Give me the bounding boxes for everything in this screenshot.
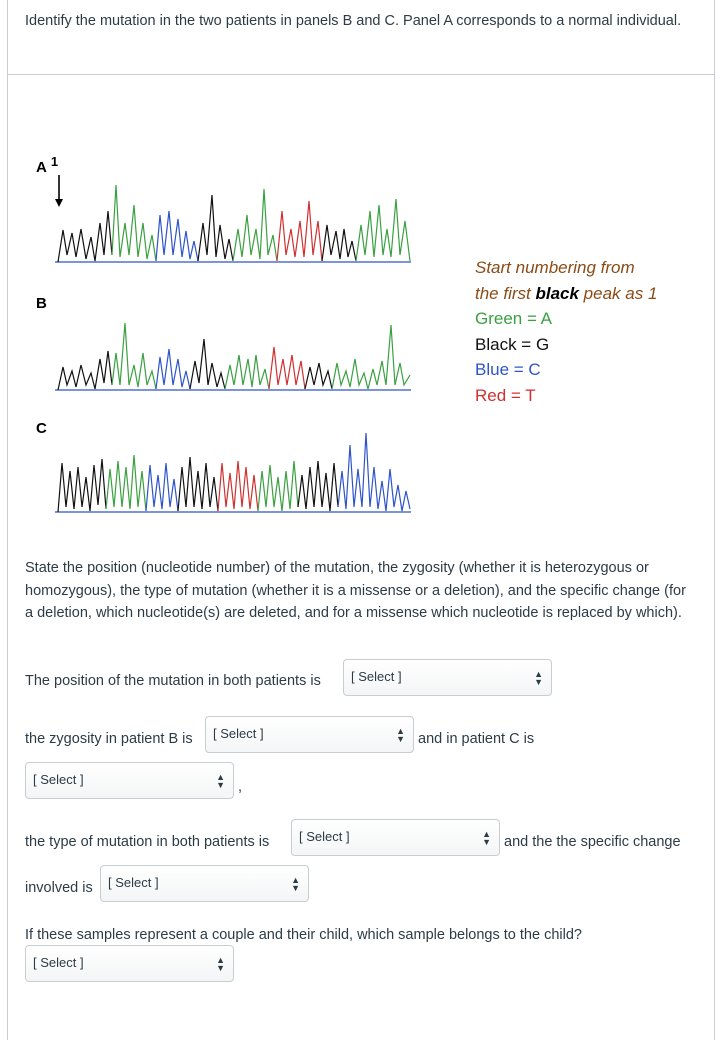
child-question: If these samples represent a couple and their child, which sample belongs to the child? (25, 927, 582, 943)
instructions-text: State the position (nucleotide number) of the mutation, the zygosity (whether it is heterozygous or homozygous), the type of mutation (whether it is a missense or a deletion), and the specific change (for a deletion, which nucleotide(s) are deleted, and for a missense which nucleotide is replaced by which). (25, 560, 686, 621)
change-select[interactable]: [ Select ] ▲ ▼ (100, 865, 309, 902)
position-select[interactable]: [ Select ] ▲ ▼ (343, 659, 552, 696)
panel-b-trace (55, 323, 411, 390)
select-arrows-icon: ▲ ▼ (216, 955, 225, 973)
select-arrows-icon: ▲ ▼ (482, 829, 491, 847)
legend-line-2: the first black peak as 1 (475, 283, 658, 303)
select-arrows-icon: ▲ ▼ (534, 669, 543, 687)
comma: , (238, 779, 243, 795)
legend-red: Red = T (475, 385, 536, 405)
first-peak-arrow-icon (55, 175, 63, 207)
zygosity-b-label: the zygosity in patient B is (25, 731, 193, 747)
select-arrows-icon: ▲ ▼ (216, 772, 225, 790)
position-label: The position of the mutation in both patients is (25, 673, 321, 689)
zygosity-c-select[interactable]: [ Select ] ▲ ▼ (25, 762, 234, 799)
select-arrows-icon: ▲ ▼ (291, 875, 300, 893)
change-label-b: involved is (25, 880, 93, 896)
child-select[interactable]: [ Select ] ▲ ▼ (25, 945, 234, 982)
panel-c-label: C (36, 420, 47, 437)
chromatogram-figure (28, 145, 688, 525)
zygosity-c-label: and in patient C is (418, 731, 535, 747)
change-label-a: and the the specific change (504, 834, 681, 850)
select-arrows-icon: ▲ ▼ (396, 726, 405, 744)
type-label: the type of mutation in both patients is (25, 834, 270, 850)
panel-a-trace (55, 185, 411, 262)
panel-c-trace (55, 433, 411, 512)
question-prompt: Identify the mutation in the two patients in panels B and C. Panel A corresponds to a normal individual. (25, 13, 682, 29)
zygosity-b-select[interactable]: [ Select ] ▲ ▼ (205, 716, 414, 753)
color-legend (475, 255, 657, 408)
type-select[interactable]: [ Select ] ▲ ▼ (291, 819, 500, 856)
legend-blue: Blue = C (475, 360, 541, 379)
panel-b-label: B (36, 295, 47, 312)
legend-green: Green = A (475, 309, 553, 328)
panel-a-label: A 1 (36, 154, 59, 176)
legend-black: Black = G (475, 334, 550, 354)
legend-line-1: Start numbering from (475, 258, 635, 277)
